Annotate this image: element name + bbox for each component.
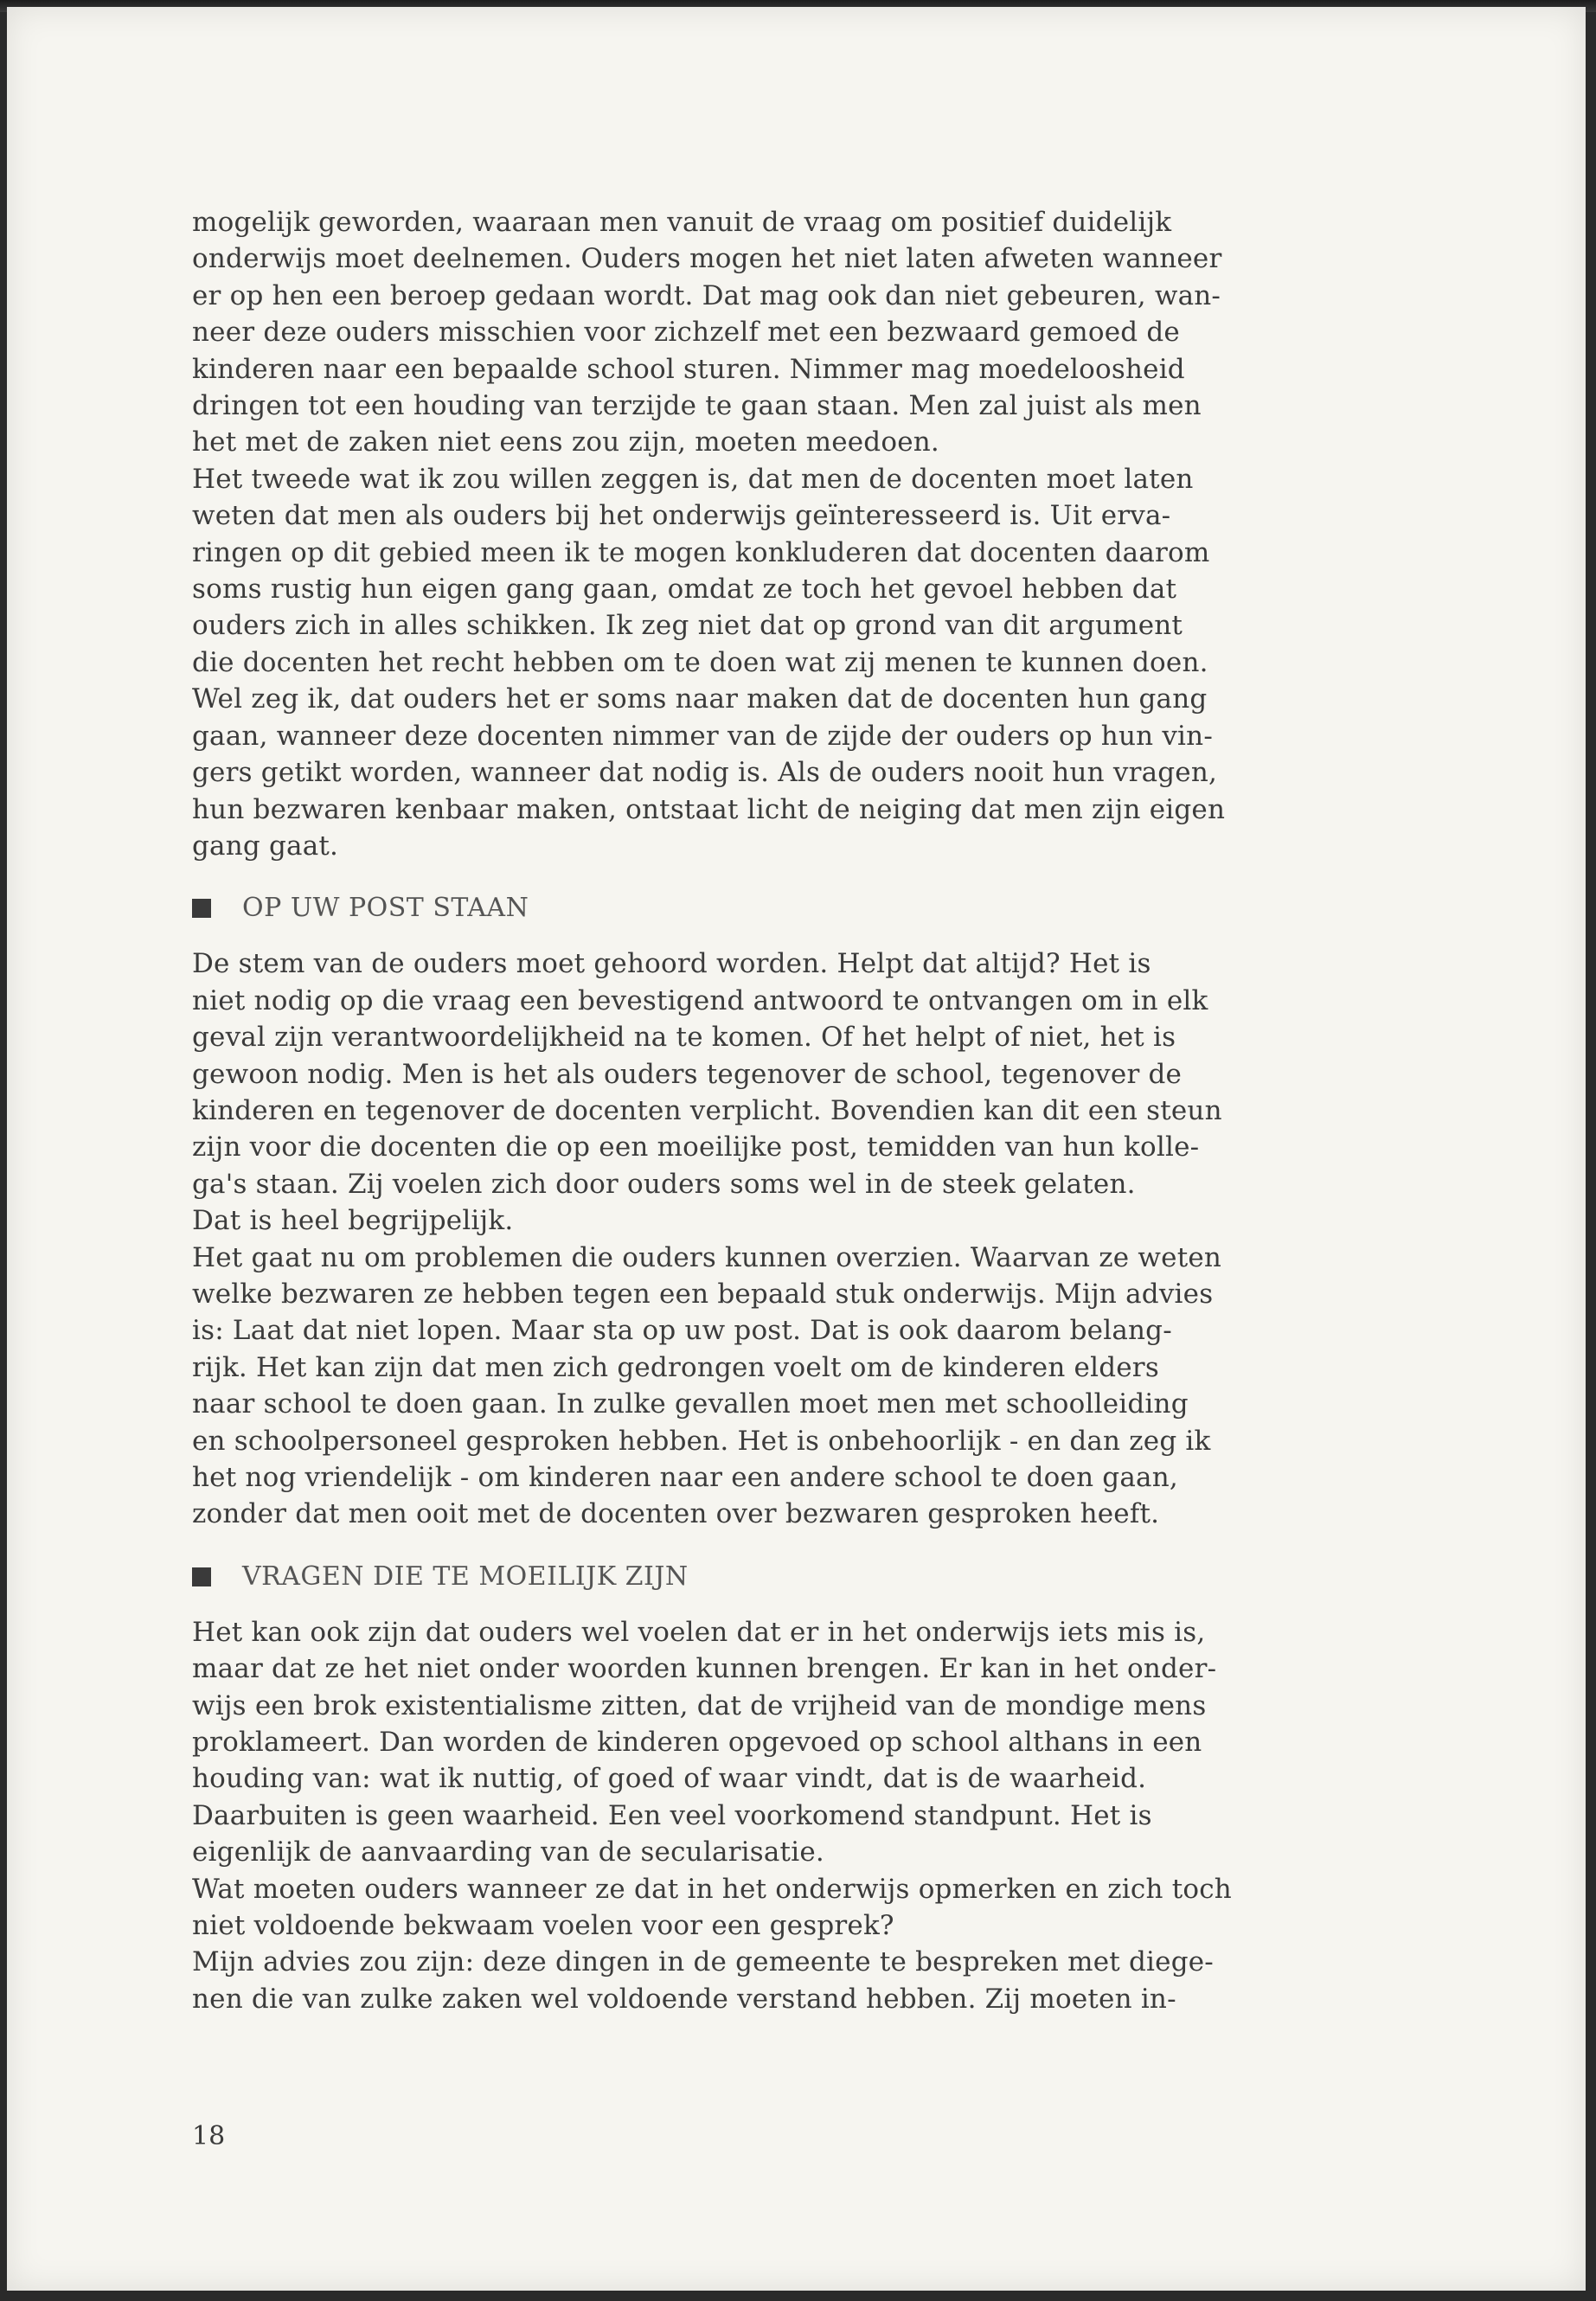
section-intro [192,204,1438,864]
text-line: niet voldoende bekwaam voelen voor een gesprek? [192,1910,894,1942]
square-bullet-icon [192,1567,211,1586]
text-line: hun bezwaren kenbaar maken, ontstaat licht de neiging dat men zijn eigen [192,793,1226,825]
text-line: ringen op dit gebied meen ik te mogen konkluderen dat docenten daarom [192,536,1210,568]
text-line: eigenlijk de aanvaarding van de secularisatie. [192,1836,824,1868]
text-line: ga's staan. Zij voelen zich door ouders soms wel in de steek gelaten. [192,1168,1136,1200]
text-line: soms rustig hun eigen gang gaan, omdat ze toch het gevoel hebben dat [192,574,1177,606]
text-line: maar dat ze het niet onder woorden kunnen brengen. Er kan in het onder- [192,1653,1217,1685]
text-line: Dat is heel begrijpelijk. [192,1205,514,1237]
text-line: dringen tot een houding van terzijde te gaan staan. Men zal juist als men [192,390,1202,422]
heading-text: VRAGEN DIE TE MOEILIJK ZIJN [242,1561,689,1592]
text-line: zonder dat men ooit met de docenten over bezwaren gesproken heeft. [192,1498,1160,1530]
text-line: niet nodig op die vraag een bevestigend antwoord te ontvangen om in elk [192,984,1208,1016]
text-line: Het kan ook zijn dat ouders wel voelen dat er in het onderwijs iets mis is, [192,1616,1206,1648]
text-line: Wat moeten ouders wanneer ze dat in het onderwijs opmerken en zich toch [192,1873,1232,1905]
text-line: onderwijs moet deelnemen. Ouders mogen het niet laten afweten wanneer [192,243,1222,275]
section-heading [192,1559,1438,1595]
text-line: weten dat men als ouders bij het onderwijs geïnteresseerd is. Uit erva- [192,500,1171,532]
heading-text: OP UW POST STAAN [242,893,529,924]
text-line: Mijn advies zou zijn: deze dingen in de gemeente te bespreken met diege- [192,1946,1214,1978]
text-line: neer deze ouders misschien voor zichzelf met een bezwaard gemoed de [192,317,1180,349]
text-line: zijn voor die docenten die op een moeilijke post, temidden van hun kolle- [192,1131,1200,1163]
section-moeilijke-vragen [192,1614,1438,2017]
text-line: nen die van zulke zaken wel voldoende verstand hebben. Zij moeten in- [192,1983,1176,2015]
text-line: het met de zaken niet eens zou zijn, moeten meedoen. [192,426,939,458]
text-line: Het gaat nu om problemen die ouders kunnen overzien. Waarvan ze weten [192,1241,1222,1273]
text-line: rijk. Het kan zijn dat men zich gedrongen voelt om de kinderen elders [192,1351,1159,1383]
text-line: wijs een brok existentialisme zitten, dat de vrijheid van de mondige mens [192,1689,1207,1721]
text-line: De stem van de ouders moet gehoord worden. Helpt dat altijd? Het is [192,948,1151,980]
text-line: Wel zeg ik, dat ouders het er soms naar maken dat de docenten hun gang [192,683,1208,715]
text-line: houding van: wat ik nuttig, of goed of waar vindt, dat is de waarheid. [192,1763,1147,1795]
text-line: gers getikt worden, wanneer dat nodig is. Als de ouders nooit hun vragen, [192,757,1218,789]
text-line: ouders zich in alles schikken. Ik zeg niet dat op grond van dit argument [192,610,1183,642]
text-line: er op hen een beroep gedaan wordt. Dat mag ook dan niet gebeuren, wan- [192,279,1221,311]
text-line: kinderen en tegenover de docenten verplicht. Bovendien kan dit een steun [192,1094,1222,1126]
section-heading [192,890,1438,926]
text-line: en schoolpersoneel gesproken hebben. Het is onbehoorlijk - en dan zeg ik [192,1425,1211,1457]
square-bullet-icon [192,899,211,918]
text-line: Het tweede wat ik zou willen zeggen is, dat men de docenten moet laten [192,463,1194,495]
text-line: gewoon nodig. Men is het als ouders tegenover de school, tegenover de [192,1058,1183,1090]
text-line: geval zijn verantwoordelijkheid na te komen. Of het helpt of niet, het is [192,1022,1176,1054]
text-line: het nog vriendelijk - om kinderen naar een andere school te doen gaan, [192,1462,1178,1493]
text-line: gang gaat. [192,830,339,862]
text-line: is: Laat dat niet lopen. Maar sta op uw post. Dat is ook daarom belang- [192,1315,1172,1347]
text-line: kinderen naar een bepaalde school sturen. Nimmer mag moedeloosheid [192,353,1185,385]
text-line: proklameert. Dan worden de kinderen opgevoed op school althans in een [192,1727,1202,1759]
text-line: welke bezwaren ze hebben tegen een bepaald stuk onderwijs. Mijn advies [192,1278,1214,1310]
text-line: die docenten het recht hebben om te doen wat zij menen te kunnen doen. [192,646,1208,678]
page-body [192,204,1438,2017]
text-line: Daarbuiten is geen waarheid. Een veel voorkomend standpunt. Het is [192,1799,1152,1831]
text-line: mogelijk geworden, waaraan men vanuit de vraag om positief duidelijk [192,207,1172,238]
page-number: 18 [192,2121,226,2151]
section-post-staan [192,945,1438,1533]
text-line: gaan, wanneer deze docenten nimmer van de zijde der ouders op hun vin- [192,720,1214,752]
text-line: naar school te doen gaan. In zulke gevallen moet men met schoolleiding [192,1388,1189,1420]
